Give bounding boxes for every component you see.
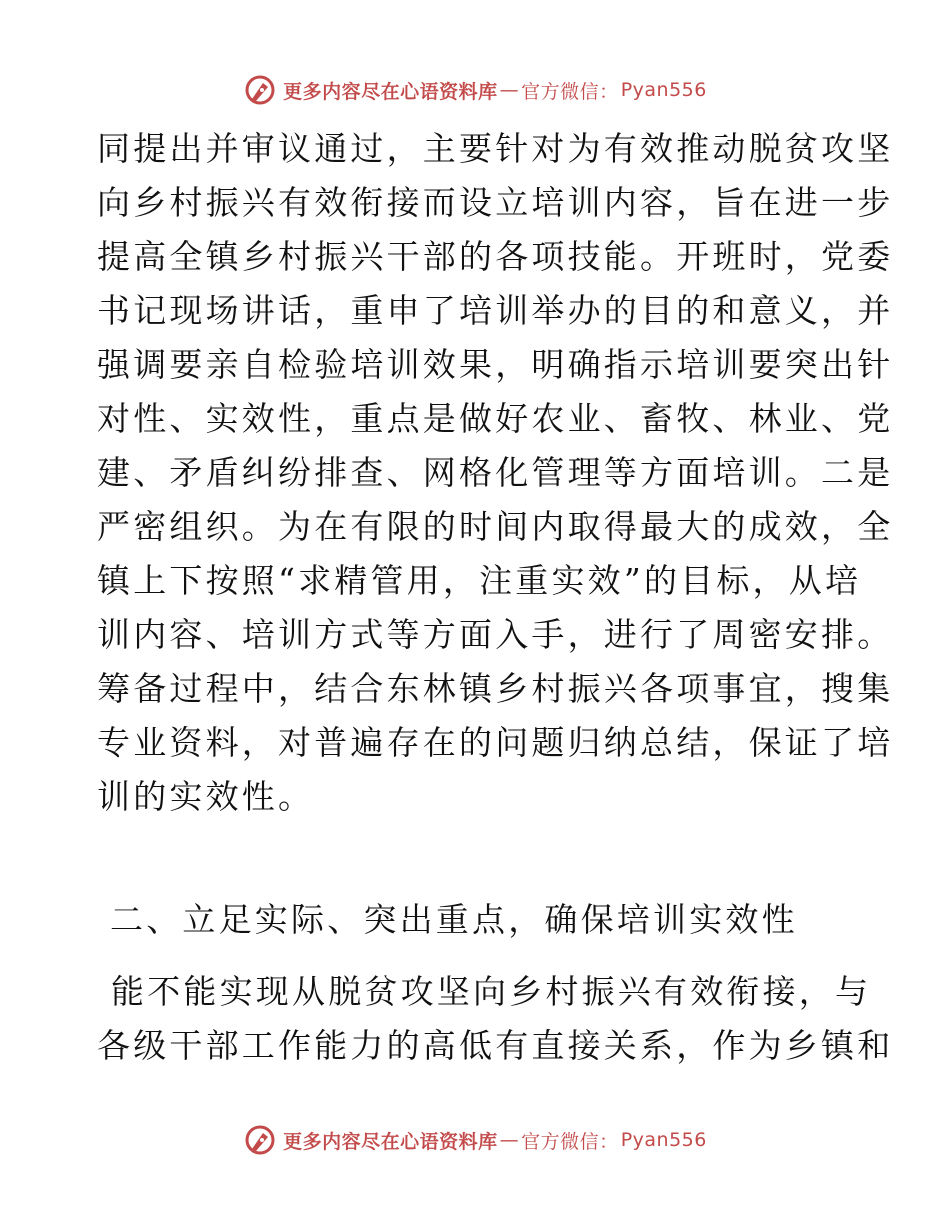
text-line: 能不能实现从脱贫攻坚向乡村振兴有效衔接，与 <box>111 972 872 1011</box>
text-line: 建、矛盾纠纷排查、网格化管理等方面培训。二是 <box>97 453 894 492</box>
body-paragraph-2 <box>97 965 894 1073</box>
text-line: 训内容、培训方式等方面入手，进行了周密安排。 <box>97 615 894 654</box>
text-line: 专业资料，对普遍存在的问题归纳总结，保证了培 <box>97 723 894 762</box>
text-line: 同提出并审议通过，主要针对为有效推动脱贫攻坚 <box>97 129 894 168</box>
banner-dash: — <box>499 1129 520 1151</box>
text-line: 对性、实效性，重点是做好农业、畜牧、林业、党 <box>97 399 894 438</box>
text-line: 提高全镇乡村振兴干部的各项技能。开班时，党委 <box>97 237 894 276</box>
banner-handle: Pyan556 <box>620 79 707 101</box>
pen-nib-logo-icon <box>243 73 277 107</box>
pen-nib-logo-icon <box>243 1123 277 1157</box>
banner-brand: 更多内容尽在心语资料库 <box>283 80 498 103</box>
text-line: 严密组织。为在有限的时间内取得最大的成效，全 <box>97 507 894 546</box>
text-line: 筹备过程中，结合东林镇乡村振兴各项事宜，搜集 <box>97 669 894 708</box>
text-line: 训的实效性。 <box>97 777 315 816</box>
banner-brand: 更多内容尽在心语资料库 <box>283 1130 498 1153</box>
banner-handle: Pyan556 <box>620 1129 707 1151</box>
text-line: 向乡村振兴有效衔接而设立培训内容，旨在进一步 <box>97 183 894 222</box>
footer-watermark-banner <box>0 1120 950 1160</box>
text-line: 书记现场讲话，重申了培训举办的目的和意义，并 <box>97 291 894 330</box>
section-heading: 二、立足实际、突出重点，确保培训实效性 <box>110 900 798 939</box>
text-line: 强调要亲自检验培训效果，明确指示培训要突出针 <box>97 345 894 384</box>
text-line: 镇上下按照“求精管用，注重实效”的目标，从培 <box>97 561 862 600</box>
text-line: 各级干部工作能力的高低有直接关系，作为乡镇和 <box>97 1026 894 1065</box>
banner-dash: — <box>499 79 520 101</box>
footer-watermark-text <box>283 1127 707 1154</box>
header-watermark-banner <box>0 70 950 110</box>
body-paragraph-1 <box>97 122 894 824</box>
banner-wechat-label: 官方微信： <box>521 80 619 103</box>
banner-wechat-label: 官方微信： <box>521 1130 619 1153</box>
header-watermark-text <box>283 77 707 104</box>
